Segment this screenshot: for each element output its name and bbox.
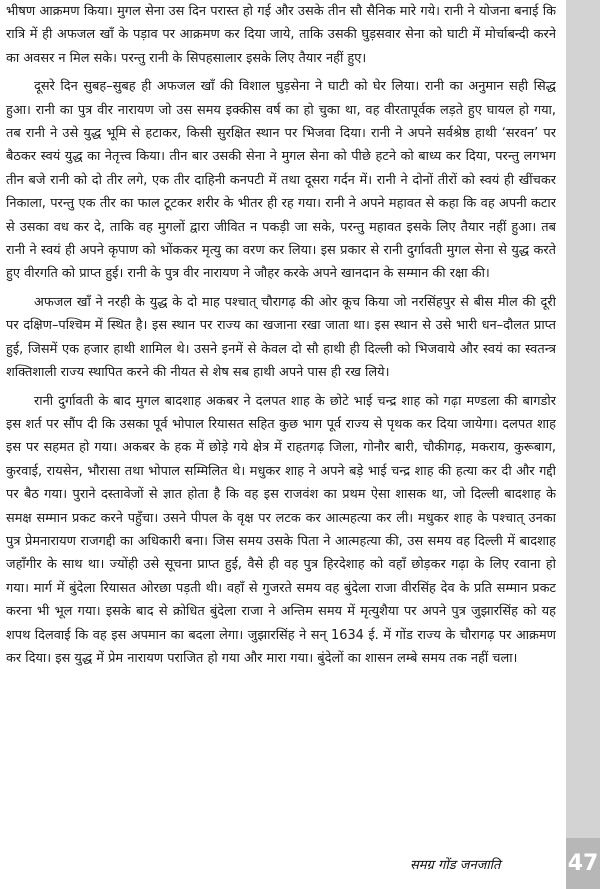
page-number: 47 bbox=[566, 838, 600, 889]
body-text bbox=[6, 0, 556, 850]
paragraph-3: अफजल खाँ ने नरही के युद्ध के दो माह पश्चात् चौरागढ़ की ओर कूच किया जो नरसिंहपुर से बीस मील की दूरी पर दक्षिण–पश्चिम में स्थित है। इस स्थान पर राज्य का खजाना रखा जाता था। इस स्थान से उसे भारी धन–दौलत प्राप्त हुई, जिसमें एक हजार हाथी शामिल थे। उसने इनमें से केवल दो सौ हाथी ही दिल्ली को भिजवाये और स्वयं का स्वतन्त्र शक्तिशाली राज्य स्थापित करने की नीयत से शेष सब हाथी अपने पास ही रख लिये। bbox=[6, 294, 556, 381]
paragraph-1: भीषण आक्रमण किया। मुगल सेना उस दिन परास्त हो गई और उसके तीन सौ सैनिक मारे गये। रानी ने योजना बनाई कि रात्रि में ही अफजल खाँ के पड़ाव पर आक्रमण कर दिया जाये, ताकि उसकी घुड़सवार सेना को घाटी में मोर्चाबन्दी करने का अवसर न मिल सके। परन्तु रानी के सिपहसालार इसके लिए तैयार नहीं हुए। bbox=[6, 4, 556, 66]
page-edge-tab bbox=[566, 0, 600, 889]
paragraph-2: दूसरे दिन सुबह–सुबह ही अफजल खाँ की विशाल घुड़सेना ने घाटी को घेर लिया। रानी का अनुमान सही सिद्ध हुआ। रानी का पुत्र वीर नारायण जो उस समय इक्कीस वर्ष का हो चुका था, वह वीरतापूर्वक लड़ते हुए घायल हो गया, तब रानी ने उसे युद्ध भूमि से हटाकर, किसी सुरक्षित स्थान पर भिजवा दिया। रानी ने अपने सर्वश्रेष्ठ हाथी ‘सरवन’ पर बैठकर स्वयं युद्ध का नेतृत्त्व किया। तीन बार उसकी सेना ने मुगल सेना को पीछे हटने को बाध्य कर दिया, परन्तु लगभग तीन बजे रानी को दो तीर लगे, एक तीर दाहिनी कनपटी में तथा दूसरा गर्दन में। रानी ने दोनों तीरों को स्वयं ही खींचकर निकाला, परन्तु एक तीर का फाल टूटकर शरीर के भीतर ही रह गया। रानी ने अपने महावत से कहा कि वह अपनी कटार से उसका वध कर दे, ताकि वह मुगलों द्वारा जीवित न पकड़ी जा सके, परन्तु महावत इसके लिए तैयार नहीं हुआ। तब रानी ने स्वयं ही अपने कृपाण को भोंककर मृत्यु का वरण कर लिया। इस प्रकार से रानी दुर्गावती मुगल सेना से युद्ध करते हुए वीरगति को प्राप्त हुई। रानी के पुत्र वीर नारायण ने जौहर करके अपने खानदान के सम्मान की रक्षा की। bbox=[6, 79, 556, 282]
paragraph-4: रानी दुर्गावती के बाद मुगल बादशाह अकबर ने दलपत शाह के छोटे भाई चन्द्र शाह को गढ़ा मण्डला की बागडोर इस शर्त पर सौंप दी कि उसका पूर्व भोपाल रियासत सहित कुछ भाग पूर्व राज्य से पृथक कर दिया जायेगा। दलपत शाह इस पर सहमत हो गया। अकबर के हक में छोड़े गये क्षेत्र में राहतगढ़ जिला, गोनौर बारी, चौकीगढ़, मकराय, कुरूबाग, कुरवाई, रायसेन, भौरासा तथा भोपाल सम्मिलित थे। मधुकर शाह ने अपने बड़े भाई चन्द्र शाह की हत्या कर दी और गद्दी पर बैठ गया। पुराने दस्तावेजों से ज्ञात होता है कि वह इस राजवंश का प्रथम ऐसा शासक था, जो दिल्ली बादशाह के समक्ष सम्मान प्रकट करने पहुँचा। उसने पीपल के वृक्ष पर लटक कर आत्महत्या कर ली। मधुकर शाह के पश्चात् उनका पुत्र प्रेमनारायण राजगद्दी का अधिकारी बना। जिस समय उसके पिता ने आत्महत्या की, उस समय वह दिल्ली में बादशाह जहाँगीर के साथ था। ज्योंही उसे सूचना प्राप्त हुई, वैसे ही वह पुत्र हिरदेशाह को वहाँ छोड़कर गढ़ा के लिए रवाना हो गया। मार्ग में बुंदेला रियासत ओरछा पड़ती थी। वहाँ से गुजरते समय वह बुंदेला राजा वीरसिंह देव के प्रति सम्मान प्रकट करना भी भूल गया। इसके बाद से क्रोधित बुंदेला राजा ने अन्तिम समय में मृत्युशैया पर अपने पुत्र जुझारसिंह को यह शपथ दिलवाई कि वह इस अपमान का बदला लेगा। जुझारसिंह ने सन् 1634 ई. में गोंड राज्य के चौरागढ़ पर आक्रमण कर दिया। इस युद्ध में प्रेम नारायण पराजित हो गया और मारा गया। बुंदेलों का शासन लम्बे समय तक नहीं चला। bbox=[6, 393, 556, 666]
running-footer-title: समग्र गोंड जनजाति bbox=[410, 858, 501, 873]
